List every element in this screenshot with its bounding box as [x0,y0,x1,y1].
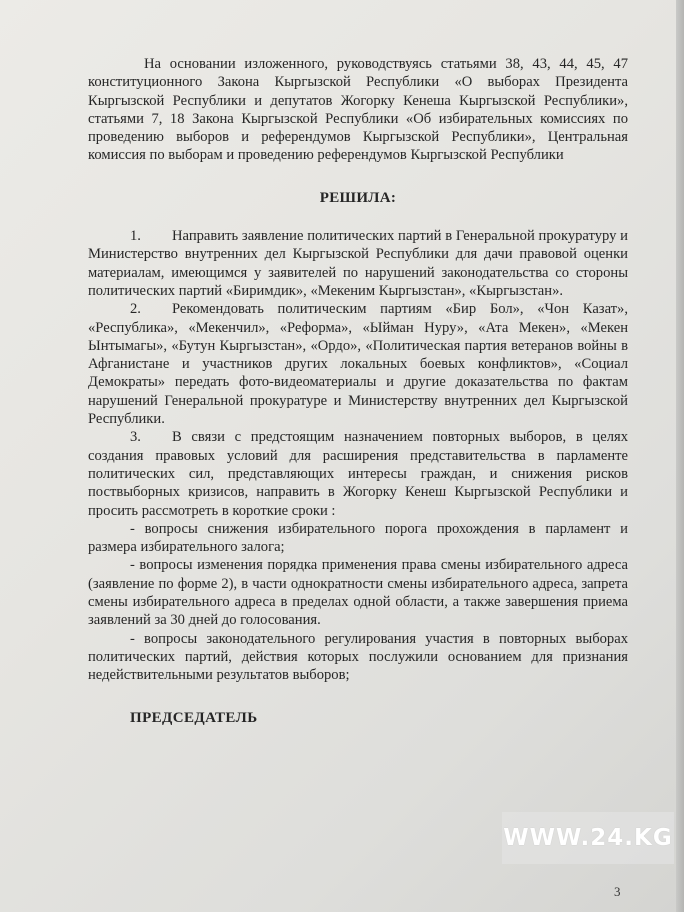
item-text: Рекомендовать политическим партиям «Бир Бол», «Чон Казат», «Республика», «Мекенчил», «Реформа», «Ыйман Нуру», «Ата Мекен», «Мекен Ынтымагы», «Бутун Кыргызстан», «Ордо», «Политическая партия ветеранов войны в Афганистане и участников других локальных боевых конфликтов», «Социал Демократы» передать фото-видеоматериалы и другие доказательства по фактам нарушений Генеральной прокуратуре и Министерству внутренних дел Кыргызской Республики. [88,301,628,428]
document-body [88,55,628,727]
item-number: 2. [130,301,141,318]
list-item [88,300,628,428]
list-item [88,428,628,519]
sub-item: - вопросы законодательного регулирования участия в повторных выборах политических партий, действия которых послужили основанием для признания недействительными результатов выборов; [88,630,628,684]
site-watermark: WWW.24.KG [502,812,674,864]
page-edge [676,0,684,912]
item-number: 1. [130,228,141,245]
list-item [88,227,628,300]
item-text: В связи с предстоящим назначением повторных выборов, в целях создания правовых условий для расширения представительства в парламенте политических сил, представляющих интересы граждан, и снижения рисков поствыборных кризисов, направить в Жогорку Кенеш Кыргызской Республики и просить рассмотреть в короткие сроки : [88,429,628,519]
chairman-signature-label: ПРЕДСЕДАТЕЛЬ [130,709,258,726]
page-number: 3 [614,884,621,899]
intro-paragraph: На основании изложенного, руководствуясь статьями 38, 43, 44, 45, 47 конституционного Закона Кыргызской Республики «О выборах Президента Кыргызской Республики и депутатов Жогорку Кенеша Кыргызской Республики», статьями 7, 18 Закона Кыргызской Республики «Об избирательных комиссиях по проведению выборов и референдумов Кыргызской Республики», Центральная комиссия по выборам и проведению референдумов Кыргызской Республики [88,56,628,164]
item-number: 3. [130,429,141,446]
decision-heading: РЕШИЛА: [319,189,397,206]
sub-item: - вопросы снижения избирательного порога прохождения в парламент и размера избирательного залога; [88,520,628,556]
item-text: Направить заявление политических партий в Генеральной прокуратуру и Министерство внутренних дел Кыргызской Республики для дачи правовой оценки материалам, имеющимся у заявителей по нарушений законодательства со стороны политических партий «Биримдик», «Мекеним Кыргызстан», «Кыргызстан». [88,228,628,299]
sub-item: - вопросы изменения порядка применения права смены избирательного адреса (заявление по форме 2), в части однократности смены избирательного адреса, запрета смены избирательного адреса в пределах одной области, а также завершения приема заявлений за 30 дней до голосования. [88,557,628,629]
